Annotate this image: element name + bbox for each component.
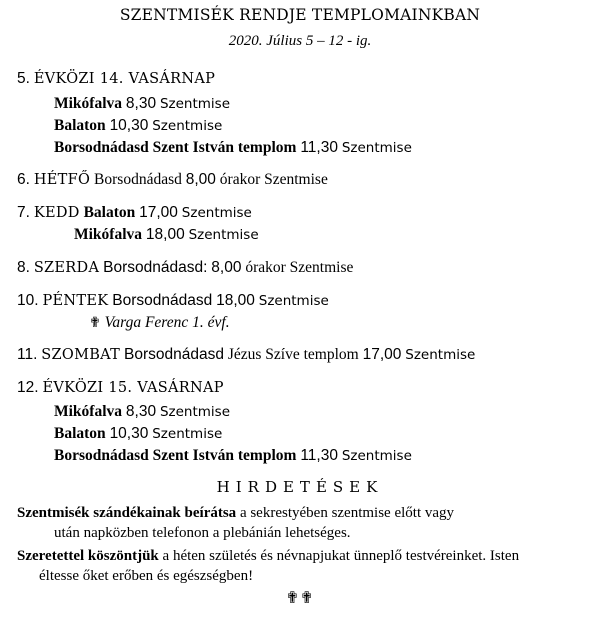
time: 17,00 xyxy=(362,346,402,363)
memorial-text: Varga Ferenc 1. évf. xyxy=(104,314,230,331)
day-name: SZERDA xyxy=(33,260,100,276)
time: 18,00 xyxy=(216,292,255,309)
time: 11,30 xyxy=(300,447,338,464)
date-range: 2020. Július 5 – 12 - ig. xyxy=(228,33,372,49)
announcement-2-text: a héten születés és névnapjukat ünneplő testvéreinket. Isten xyxy=(162,548,520,564)
location: Mikófalva xyxy=(54,95,123,112)
day-number: 5. xyxy=(17,70,30,87)
day-number: 12. xyxy=(17,379,39,396)
location: Borsodnádasd xyxy=(124,346,224,363)
day-heading-6 xyxy=(17,170,328,190)
announcement-1-bold: Szentmisék szándékainak beírátsa xyxy=(17,505,237,521)
day-heading-8 xyxy=(17,258,353,278)
mass-label: Szentmise xyxy=(341,140,412,156)
announcement-1 xyxy=(17,503,454,523)
location: Mikófalva xyxy=(54,403,123,420)
announcement-2 xyxy=(17,546,519,566)
mass-label: Szentmise xyxy=(152,426,223,442)
time: 11,30 xyxy=(300,139,338,156)
location: Borsodnádasd xyxy=(112,292,213,309)
announcement-1-line2: után napközben telefonon a plebánián lehetséges. xyxy=(54,525,351,541)
day-heading-5 xyxy=(17,69,215,89)
day-number: 8. xyxy=(17,259,30,276)
mass-label: Szentmise xyxy=(181,205,252,221)
day-number: 7. xyxy=(17,204,30,221)
location: Balaton xyxy=(54,117,106,134)
mass-row xyxy=(54,138,412,158)
announcement-2-bold: Szeretettel köszöntjük xyxy=(17,548,159,564)
mass-label: Szentmise xyxy=(405,347,476,363)
mass-label: Szentmise xyxy=(341,448,412,464)
time: 8,30 xyxy=(125,403,157,420)
location: Balaton xyxy=(83,204,136,221)
mass-label: Szentmise xyxy=(159,404,231,420)
mass-label: Szentmise xyxy=(159,96,231,112)
location: Mikófalva xyxy=(74,226,143,243)
day-number: 6. xyxy=(17,171,30,188)
time: 10,30 xyxy=(109,425,149,442)
time: 18,00 xyxy=(145,226,185,243)
announcements-heading: HIRDETÉSEK xyxy=(216,478,384,496)
location: Borsodnádasd xyxy=(94,171,182,188)
mass-label: Szentmise xyxy=(152,118,223,134)
mass-row xyxy=(54,446,412,466)
mass-label: Szentmise xyxy=(264,171,328,188)
day-heading-11 xyxy=(17,345,475,365)
cross-icon: ✟ xyxy=(89,316,101,331)
mass-label: Szentmise xyxy=(258,293,329,309)
day-number: 11. xyxy=(17,346,38,363)
day-heading-7 xyxy=(17,203,252,223)
day-name: ÉVKÖZI 15. VASÁRNAP xyxy=(42,380,224,396)
time: 17,00 xyxy=(139,204,178,221)
mass-row xyxy=(74,225,259,245)
day-number: 10. xyxy=(17,292,39,309)
day-name: SZOMBAT xyxy=(41,347,121,363)
mass-row xyxy=(54,116,222,136)
mass-label: Szentmise xyxy=(188,227,259,243)
day-heading-12 xyxy=(17,378,224,398)
location: Borsodnádasd Szent István templom xyxy=(54,139,297,156)
time: 10,30 xyxy=(109,117,149,134)
day-name: PÉNTEK xyxy=(42,293,109,309)
time: 8,00 xyxy=(185,171,216,188)
day-name: HÉTFŐ xyxy=(33,172,91,188)
church-name: Jézus Szíve templom xyxy=(227,346,359,363)
mass-row xyxy=(54,94,230,114)
mass-row xyxy=(54,402,230,422)
time: 8,00 xyxy=(211,259,242,276)
day-name: ÉVKÖZI 14. VASÁRNAP xyxy=(33,71,216,87)
time-suffix: órakor xyxy=(245,259,286,276)
location: Borsodnádasd Szent István templom xyxy=(54,447,297,464)
time: 8,30 xyxy=(125,95,157,112)
mass-row xyxy=(54,424,222,444)
announcement-2-line2: éltesse őket erőben és egészségben! xyxy=(39,568,254,584)
location: Borsodnádasd: xyxy=(103,259,208,276)
mass-label: Szentmise xyxy=(289,259,354,276)
day-name: KEDD xyxy=(33,205,80,221)
time-suffix: órakor xyxy=(219,171,261,188)
cross-icon: ✟✟ xyxy=(285,590,315,607)
day-heading-10 xyxy=(17,291,329,311)
memorial-intention xyxy=(89,313,230,334)
location: Balaton xyxy=(54,425,106,442)
announcement-1-text: a sekrestyében szentmise előtt vagy xyxy=(239,505,455,521)
page-title: SZENTMISÉK RENDJE TEMPLOMAINKBAN xyxy=(119,6,481,24)
